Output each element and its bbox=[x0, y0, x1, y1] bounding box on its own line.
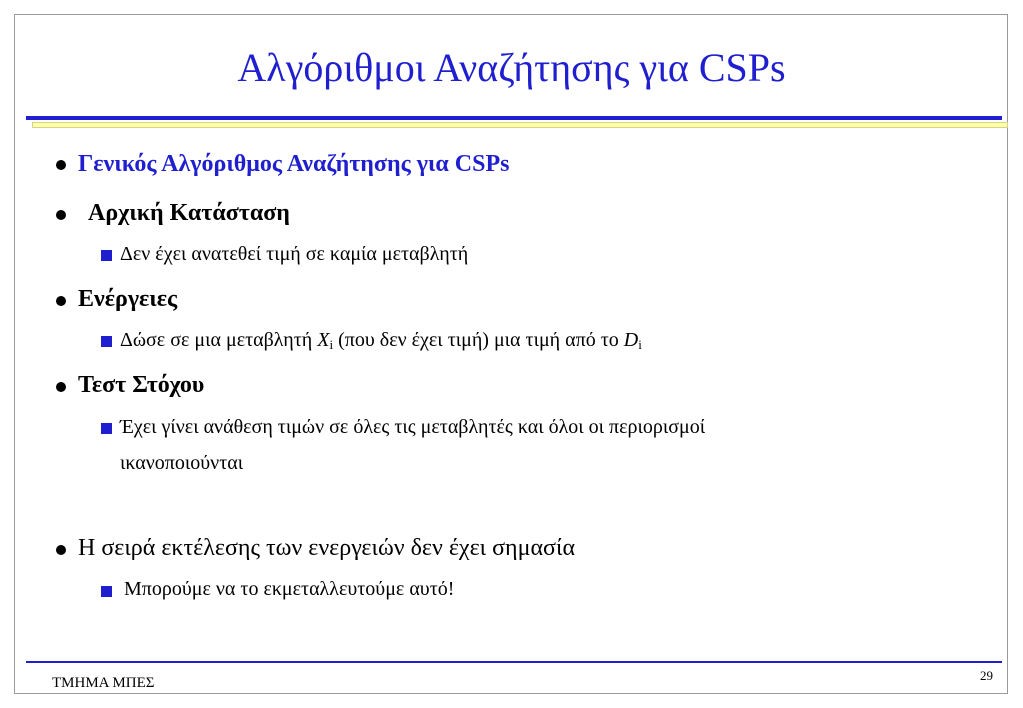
bullet-initial-state: Αρχική Κατάσταση bbox=[88, 200, 290, 226]
bullet-dot-icon bbox=[56, 382, 66, 392]
bullet-goal-test: Τεστ Στόχου bbox=[78, 372, 205, 398]
bullet-square-icon bbox=[101, 250, 112, 261]
bullet-dot-icon bbox=[56, 296, 66, 306]
bullet-square-icon bbox=[101, 336, 112, 347]
bullet-actions: Ενέργειες bbox=[78, 286, 178, 312]
bullet-dot-icon bbox=[56, 210, 66, 220]
sub-bullet-execution-order: Μπορούμε να το εκμεταλλευτούμε αυτό! bbox=[124, 578, 455, 600]
variable-d: D bbox=[623, 329, 639, 351]
bullet-square-icon bbox=[101, 586, 112, 597]
footer-department: ΤΜΗΜΑ ΜΠΕΣ bbox=[52, 675, 155, 691]
sub-bullet-goal-test-line2: ικανοποιούνται bbox=[120, 452, 244, 474]
bullet-general-algorithm: Γενικός Αλγόριθμος Αναζήτησης για CSPs bbox=[78, 151, 510, 177]
slide-title: Αλγόριθμοι Αναζήτησης για CSPs bbox=[237, 45, 786, 90]
footer-rule bbox=[26, 661, 1002, 663]
bullet-execution-order: Η σειρά εκτέλεσης των ενεργειών δεν έχει σημασία bbox=[78, 535, 576, 561]
bullet-square-icon bbox=[101, 423, 112, 434]
subscript-i: i bbox=[638, 337, 642, 352]
page-number: 29 bbox=[980, 668, 993, 683]
sub-bullet-goal-test-line1: Έχει γίνει ανάθεση τιμών σε όλες τις μεταβλητές και όλοι οι περιορισμοί bbox=[120, 416, 706, 438]
sub-bullet-initial-state: Δεν έχει ανατεθεί τιμή σε καμία μεταβλητή bbox=[120, 243, 469, 265]
actions-text-mid: (που δεν έχει τιμή) μια τιμή από το bbox=[333, 329, 624, 351]
variable-x: X bbox=[317, 329, 330, 351]
subscript-i: i bbox=[329, 337, 334, 352]
title-underline-yellow bbox=[32, 122, 1008, 128]
actions-text-pre: Δώσε σε μια μεταβλητή bbox=[120, 329, 318, 351]
sub-bullet-actions bbox=[120, 329, 642, 353]
title-underline-blue bbox=[26, 116, 1002, 120]
bullet-dot-icon bbox=[56, 160, 66, 170]
bullet-dot-icon bbox=[56, 545, 66, 555]
